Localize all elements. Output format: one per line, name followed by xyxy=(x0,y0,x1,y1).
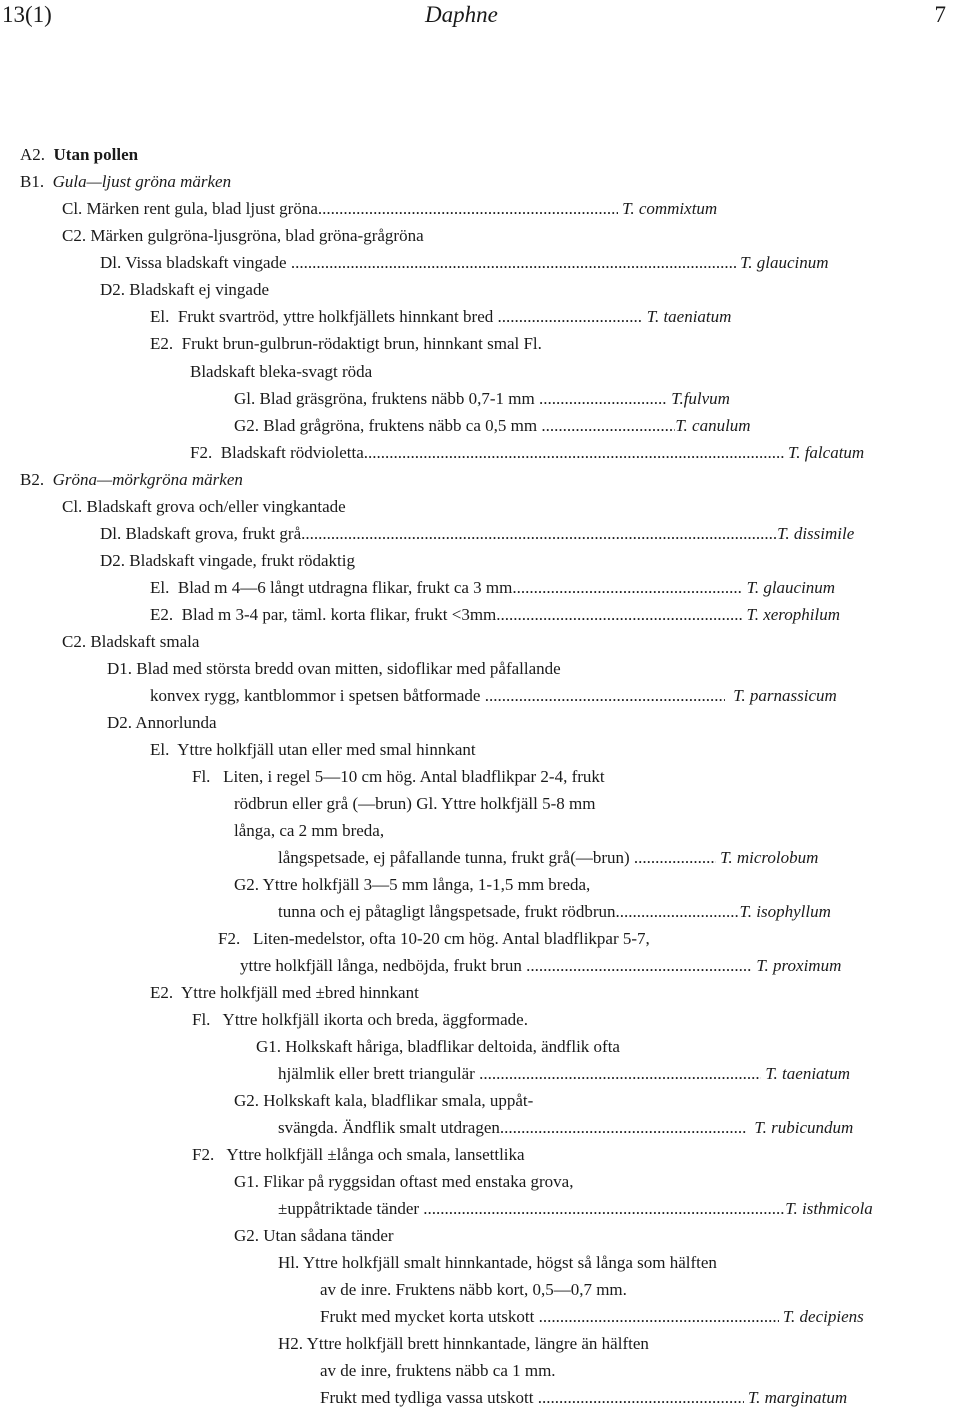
key-text: av de inre, fruktens näbb ca 1 mm. xyxy=(320,1361,556,1380)
key-line xyxy=(278,1333,649,1355)
key-line xyxy=(192,766,605,788)
key-line xyxy=(320,1360,556,1382)
key-line xyxy=(150,685,837,707)
leader-dots xyxy=(485,685,725,707)
key-line xyxy=(234,388,730,410)
key-line xyxy=(150,982,419,1004)
key-line xyxy=(107,658,561,680)
key-text: Fl. Yttre holkfjäll ikorta och breda, äggformade. xyxy=(192,1010,528,1029)
key-text: Utan pollen xyxy=(53,145,139,164)
leader-dots xyxy=(496,604,742,626)
key-line xyxy=(320,1306,864,1328)
key-text: El. Yttre holkfjäll utan eller med smal hinnkant xyxy=(150,740,476,759)
key-line xyxy=(62,496,346,518)
species-name: T. glaucinum xyxy=(735,253,829,272)
key-text: Cl. Märken rent gula, blad ljust gröna xyxy=(62,199,318,218)
key-text: El. Blad m 4—6 långt utdragna flikar, frukt ca 3 mm xyxy=(150,578,513,597)
key-line xyxy=(234,793,595,815)
leader-dots xyxy=(364,442,784,464)
key-line xyxy=(62,198,717,220)
species-name: T. commixtum xyxy=(617,199,718,218)
key-text: Gula—ljust gröna märken xyxy=(52,172,232,191)
key-text: E2. Yttre holkfjäll med ±bred hinnkant xyxy=(150,983,419,1002)
key-text: rödbrun eller grå (—brun) Gl. Yttre holkfjäll 5-8 mm xyxy=(234,794,596,813)
key-text: ±uppåtriktade tänder xyxy=(278,1199,424,1218)
key-text: Gl. Blad gräsgröna, fruktens näbb 0,7-1 mm xyxy=(234,389,539,408)
key-text: F2. Yttre holkfjäll ±långa och smala, lansettlika xyxy=(192,1145,525,1164)
key-text: tunna och ej påtagligt långspetsade, frukt rödbrun xyxy=(278,902,616,921)
key-text: svängda. Ändflik smalt utdragen xyxy=(278,1118,500,1137)
key-text: H2. Yttre holkfjäll brett hinnkantade, längre än hälften xyxy=(278,1334,649,1353)
key-line xyxy=(100,252,829,274)
key-line xyxy=(278,847,818,869)
key-line xyxy=(100,279,269,301)
leader-dots xyxy=(526,955,752,977)
key-line xyxy=(150,739,476,761)
species-name: T. dissimile xyxy=(777,524,855,543)
key-text: B1. xyxy=(20,172,53,191)
key-text: långa, ca 2 mm breda, xyxy=(234,821,385,840)
key-text: Dl. Vissa bladskaft vingade xyxy=(100,253,291,272)
species-name: T. proximum xyxy=(752,956,842,975)
leader-dots xyxy=(291,252,736,274)
key-text: G2. Utan sådana tänder xyxy=(234,1226,394,1245)
key-text: C2. Bladskaft smala xyxy=(62,632,200,651)
key-line xyxy=(234,874,590,896)
section-number: 13(1) xyxy=(2,2,52,27)
key-text: Hl. Yttre holkfjäll smalt hinnkantade, högst så långa som hälften xyxy=(278,1253,717,1272)
species-name: T. rubicundum xyxy=(745,1118,854,1137)
page-number: 7 xyxy=(934,2,946,27)
page-title: Daphne xyxy=(425,2,498,27)
page-header xyxy=(0,0,960,30)
key-line xyxy=(150,306,731,328)
key-line xyxy=(240,955,841,977)
key-line xyxy=(278,1198,873,1220)
key-line xyxy=(192,1144,525,1166)
key-line xyxy=(100,523,854,545)
key-text: G2. Blad grågröna, fruktens näbb ca 0,5 mm xyxy=(234,416,542,435)
key-text: G1. Holkskaft håriga, bladflikar deltoida, ändflik ofta xyxy=(256,1037,620,1056)
species-name: T. canulum xyxy=(675,416,751,435)
key-text: D2. Bladskaft vingade, frukt rödaktig xyxy=(100,551,355,570)
key-text: Frukt med mycket korta utskott xyxy=(320,1307,539,1326)
species-name: T. taeniatum xyxy=(761,1064,851,1083)
species-name: T. glaucinum xyxy=(742,578,836,597)
species-name: T. microlobum xyxy=(715,848,819,867)
species-name: T. taeniatum xyxy=(642,307,732,326)
key-text: Dl. Bladskaft grova, frukt grå xyxy=(100,524,302,543)
key-text: E2. Frukt brun-gulbrun-rödaktigt brun, hinnkant smal Fl. xyxy=(150,334,542,353)
leader-dots xyxy=(539,388,667,410)
species-name: T. decipiens xyxy=(778,1307,864,1326)
leader-dots xyxy=(538,1387,744,1409)
leader-dots xyxy=(616,901,740,923)
leader-dots xyxy=(500,1117,746,1139)
key-text: av de inre. Fruktens näbb kort, 0,5—0,7 mm. xyxy=(320,1280,627,1299)
key-text: F2. Liten-medelstor, ofta 10-20 cm hög. Antal bladflikpar 5-7, xyxy=(218,929,650,948)
species-name: T. isthmicola xyxy=(785,1199,873,1218)
key-text: D1. Blad med största bredd ovan mitten, sidoflikar med påfallande xyxy=(107,659,561,678)
key-line xyxy=(100,550,355,572)
key-text: F2. Bladskaft rödvioletta xyxy=(190,443,364,462)
key-line xyxy=(107,712,217,734)
key-line xyxy=(192,1009,528,1031)
leader-dots xyxy=(301,523,777,545)
key-line xyxy=(278,1117,853,1139)
key-line xyxy=(234,820,384,842)
key-text: G2. Holkskaft kala, bladflikar smala, uppåt- xyxy=(234,1091,534,1110)
key-line xyxy=(320,1279,627,1301)
key-text: långspetsade, ej påfallande tunna, frukt grå(—brun) xyxy=(278,848,634,867)
key-line xyxy=(150,577,835,599)
key-text: D2. Bladskaft ej vingade xyxy=(100,280,270,299)
key-text: E2. Blad m 3-4 par, täml. korta flikar, frukt <3mm xyxy=(150,605,497,624)
key-line xyxy=(20,469,243,491)
key-text: Cl. Bladskaft grova och/eller vingkantade xyxy=(62,497,346,516)
leader-dots xyxy=(423,1198,785,1220)
key-line xyxy=(278,1252,717,1274)
key-line xyxy=(150,604,840,626)
key-line xyxy=(234,1225,394,1247)
key-line xyxy=(320,1387,847,1409)
key-line xyxy=(20,171,231,193)
key-line xyxy=(62,631,199,653)
leader-dots xyxy=(634,847,716,869)
leader-dots xyxy=(539,1306,779,1328)
key-text: C2. Märken gulgröna-ljusgröna, blad gröna-grågröna xyxy=(62,226,424,245)
key-text: A2. xyxy=(20,145,54,164)
key-text: Fl. Liten, i regel 5—10 cm hög. Antal bladflikpar 2-4, frukt xyxy=(192,767,605,786)
key-text: Bladskaft bleka-svagt röda xyxy=(190,362,373,381)
leader-dots xyxy=(318,198,618,220)
key-text: G2. Yttre holkfjäll 3—5 mm långa, 1-1,5 mm breda, xyxy=(234,875,591,894)
key-line xyxy=(278,901,831,923)
key-text: hjälmlik eller brett triangulär xyxy=(278,1064,480,1083)
key-line xyxy=(190,442,864,464)
key-text: B2. xyxy=(20,470,53,489)
key-text: Frukt med tydliga vassa utskott xyxy=(320,1388,538,1407)
key-line xyxy=(234,415,751,437)
species-name: T. isophyllum xyxy=(739,902,831,921)
key-line xyxy=(218,928,650,950)
key-line xyxy=(234,1090,533,1112)
leader-dots xyxy=(541,415,675,437)
key-text: konvex rygg, kantblommor i spetsen båtformade xyxy=(150,686,485,705)
key-line xyxy=(150,333,542,355)
leader-dots xyxy=(512,577,742,599)
key-line xyxy=(234,1171,573,1193)
species-name: T. parnassicum xyxy=(724,686,837,705)
key-text: Gröna—mörkgröna märken xyxy=(52,470,243,489)
key-line xyxy=(256,1036,620,1058)
species-name: T. falcatum xyxy=(783,443,865,462)
key-text: El. Frukt svartröd, yttre holkfjällets hinnkant bred xyxy=(150,307,498,326)
key-text: G1. Flikar på ryggsidan oftast med enstaka grova, xyxy=(234,1172,574,1191)
key-text: yttre holkfjäll långa, nedböjda, frukt brun xyxy=(240,956,527,975)
key-line xyxy=(278,1063,850,1085)
species-name: T. xerophilum xyxy=(742,605,841,624)
leader-dots xyxy=(498,306,643,328)
key-line xyxy=(20,144,138,166)
key-line xyxy=(190,361,372,383)
species-name: T.fulvum xyxy=(667,389,730,408)
key-line xyxy=(62,225,424,247)
leader-dots xyxy=(479,1063,761,1085)
species-name: T. marginatum xyxy=(743,1388,848,1407)
key-text: D2. Annorlunda xyxy=(107,713,217,732)
